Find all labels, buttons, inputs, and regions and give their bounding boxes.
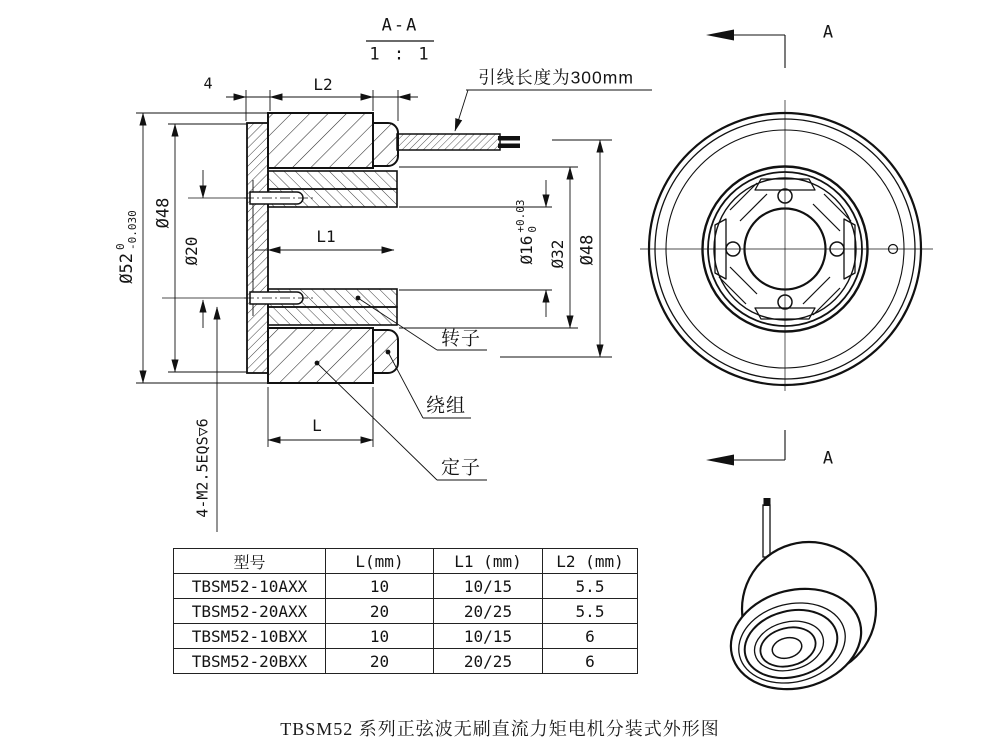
table-header-row [174, 549, 638, 574]
dim-d48-right: Ø48 [577, 234, 598, 266]
table-cell: 20/25 [434, 599, 543, 624]
dim-d16-tol-lower: 0 [526, 225, 539, 233]
table-cell: TBSM52-10BXX [174, 624, 326, 649]
flange-section [247, 123, 268, 373]
table-row [174, 574, 638, 599]
dim-d52-tol-upper: 0 [113, 243, 127, 251]
table-cell: 6 [543, 624, 638, 649]
front-view [640, 30, 933, 469]
table-row [174, 599, 638, 624]
perspective-view [720, 498, 876, 703]
table-cell: 10 [326, 574, 434, 599]
dim-d16-value: Ø16 [517, 235, 536, 265]
dim-l: L [312, 416, 322, 435]
section-scale: 1 : 1 [369, 44, 431, 65]
table-cell: 20 [326, 649, 434, 674]
dim-flange-thickness: 4 [203, 74, 213, 93]
table-row [174, 649, 638, 674]
table-cell: TBSM52-10AXX [174, 574, 326, 599]
dim-d52-tolerance [115, 210, 139, 250]
dim-l1: L1 [316, 227, 336, 246]
rotor-label: 转子 [440, 328, 482, 350]
dim-d52 [115, 210, 139, 283]
cut-label-top: A [822, 22, 834, 43]
stator-section [268, 113, 373, 383]
section-view-linework [136, 41, 652, 532]
lead-wire [397, 134, 520, 150]
table-cell: TBSM52-20AXX [174, 599, 326, 624]
front-view-centerlines [640, 100, 933, 391]
dim-d52-tol-lower: -0.030 [126, 210, 139, 251]
table-cell: 10 [326, 624, 434, 649]
table-cell: 20 [326, 599, 434, 624]
table-cell: 5.5 [543, 599, 638, 624]
table-row [174, 624, 638, 649]
table-header-l1: L1 (mm) [434, 549, 543, 574]
dim-d16-tolerance [515, 199, 539, 232]
dim-d48-left: Ø48 [153, 197, 174, 229]
table-header-l2: L2 (mm) [543, 549, 638, 574]
stator-label: 定子 [440, 457, 482, 479]
table-cell: 20/25 [434, 649, 543, 674]
figure-caption: TBSM52 系列正弦波无刷直流力矩电机分装式外形图 [280, 719, 720, 739]
table-cell: 6 [543, 649, 638, 674]
winding-label: 绕组 [425, 395, 467, 417]
dim-d32: Ø32 [548, 239, 567, 269]
dim-l2: L2 [313, 75, 333, 94]
table-cell: 10/15 [434, 574, 543, 599]
winding-section [373, 123, 398, 373]
screw-note: 4-M2.5EQS▽6 [193, 418, 212, 518]
table-cell: TBSM52-20BXX [174, 649, 326, 674]
table-header-model: 型号 [174, 549, 326, 574]
dim-d52-value: Ø52 [116, 253, 137, 284]
cut-label-bottom: A [822, 448, 834, 469]
perspective-wire [763, 505, 770, 557]
table-cell: 5.5 [543, 574, 638, 599]
dim-d20: Ø20 [182, 236, 201, 266]
table-cell: 10/15 [434, 624, 543, 649]
dim-d16-tol-upper: +0.03 [513, 199, 527, 233]
dim-d16 [515, 199, 539, 264]
lead-wire-note: 引线长度为300mm [478, 67, 634, 88]
table-header-l: L(mm) [326, 549, 434, 574]
spec-table [173, 548, 638, 674]
section-title: A-A [381, 15, 419, 36]
